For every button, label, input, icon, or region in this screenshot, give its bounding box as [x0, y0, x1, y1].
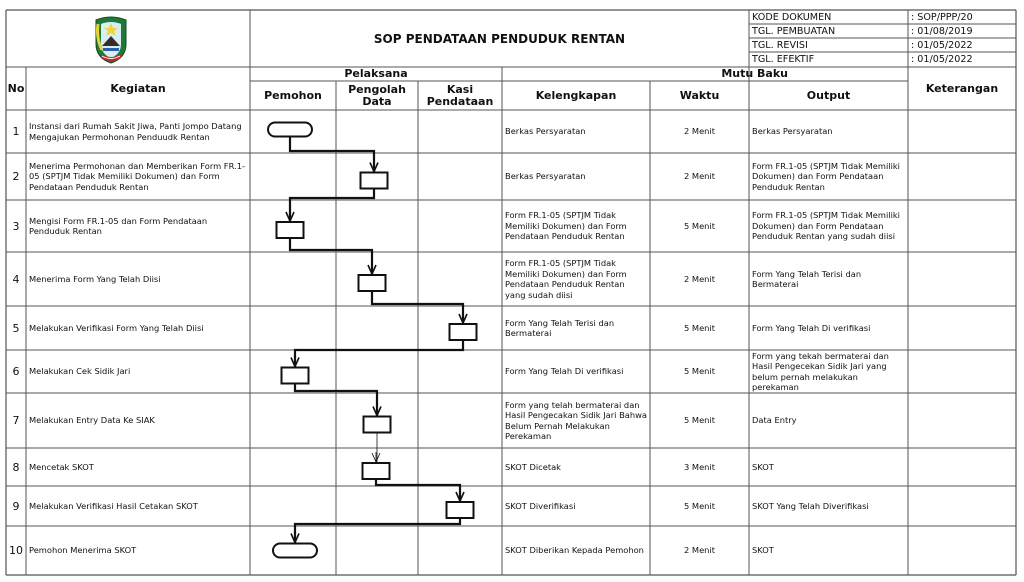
row-output: Form Yang Telah Di verifikasi — [752, 322, 871, 333]
row-output: Form Yang Telah Terisi dan Bermaterai — [752, 268, 862, 289]
row-kegiatan: Melakukan Cek Sidik Jari — [29, 366, 131, 377]
process-shape — [363, 463, 390, 479]
row-kegiatan: Melakukan Entry Data Ke SIAK — [29, 415, 155, 426]
row-output: Berkas Persyaratan — [752, 126, 833, 137]
row-output: Data Entry — [752, 415, 797, 426]
row-waktu: 5 Menit — [684, 366, 715, 377]
terminator-shape — [268, 123, 312, 137]
process-shape — [359, 275, 386, 291]
row-output: Form FR.1-05 (SPTJM Tidak Memiliki Dokumen) dan Form Pendataan Penduduk Rentan yang sudah diisi — [752, 210, 900, 242]
row-kelengkapan: Form Yang Telah Terisi dan Bermaterai — [505, 317, 615, 338]
document-title: SOP PENDATAAN PENDUDUK RENTAN — [373, 31, 626, 46]
row-kegiatan: Mencetak SKOT — [29, 461, 94, 472]
process-shape — [364, 417, 391, 433]
header-mutu-baku: Mutu Baku — [721, 67, 788, 80]
row-kelengkapan: Form Yang Telah Di verifikasi — [505, 366, 624, 377]
flow-connector — [372, 291, 463, 323]
row-kegiatan: Melakukan Verifikasi Hasil Cetakan SKOT — [29, 500, 198, 511]
row-kegiatan: Menerima Permohonan dan Memberikan Form FR.1-05 (SPTJM Tidak Memiliki Dokumen) dan Form Pendataan Penduduk Rentan — [29, 160, 245, 192]
info-value: : 01/08/2019 — [911, 25, 973, 37]
flow-connector — [295, 518, 460, 543]
header-keterangan: Keterangan — [925, 81, 999, 95]
row-number: 2 — [12, 170, 20, 183]
header-pemohon: Pemohon — [264, 88, 322, 102]
header-pelaksana: Pelaksana — [344, 67, 408, 80]
row-number: 10 — [9, 544, 23, 557]
row-kelengkapan: SKOT Diverifikasi — [505, 500, 576, 511]
flow-connector — [295, 340, 463, 367]
row-number: 6 — [12, 365, 20, 378]
process-shape — [450, 324, 477, 340]
row-kelengkapan: Berkas Persyaratan — [505, 171, 586, 182]
row-waktu: 2 Menit — [684, 273, 715, 284]
row-kelengkapan: Form FR.1-05 (SPTJM Tidak Memiliki Dokumen) dan Form Pendataan Penduduk Rentan yang sudah diisi — [505, 258, 627, 300]
flow-connector — [290, 189, 374, 222]
row-kegiatan: Mengisi Form FR.1-05 dan Form Pendataan Penduduk Rentan — [29, 215, 208, 236]
flow-connector — [290, 238, 372, 274]
row-kegiatan: Melakukan Verifikasi Form Yang Telah Diisi — [29, 322, 204, 333]
header-pengolah-data: Pengolah Data — [348, 82, 406, 108]
row-number: 3 — [12, 219, 20, 233]
row-waktu: 2 Menit — [684, 171, 715, 182]
row-output: SKOT Yang Telah Diverifikasi — [752, 500, 869, 511]
row-number: 1 — [12, 125, 20, 138]
arrowhead-icon — [368, 264, 376, 274]
info-label: TGL. PEMBUATAN — [752, 25, 836, 37]
row-number: 5 — [12, 321, 20, 335]
row-output: SKOT — [752, 461, 774, 472]
row-kelengkapan: SKOT Dicetak — [505, 461, 561, 472]
header-kasi-pendataan: Kasi Pendataan — [426, 82, 494, 108]
arrowhead-icon — [286, 211, 294, 221]
row-waktu: 5 Menit — [684, 220, 715, 231]
row-waktu: 5 Menit — [684, 500, 715, 511]
row-kelengkapan: Form yang telah bermaterai dan Hasil Pengecakan Sidik Jari Bahwa Belum Pernah Melakukan Perekaman — [505, 399, 647, 441]
arrowhead-icon — [456, 491, 464, 501]
info-value: : SOP/PPP/20 — [911, 11, 973, 23]
row-number: 9 — [12, 499, 20, 513]
row-number: 8 — [12, 460, 20, 474]
row-kelengkapan: Berkas Persyaratan — [505, 126, 586, 137]
arrowhead-icon — [459, 313, 467, 323]
process-shape — [447, 502, 474, 518]
header-kegiatan: Kegiatan — [110, 81, 166, 95]
row-waktu: 2 Menit — [684, 545, 715, 556]
info-label: TGL. EFEKTIF — [752, 54, 815, 65]
process-shape — [277, 222, 304, 238]
header-kelengkapan: Kelengkapan — [535, 88, 617, 102]
process-shape — [282, 368, 309, 384]
flow-connector — [376, 479, 460, 501]
row-waktu: 2 Menit — [684, 126, 715, 137]
row-waktu: 5 Menit — [684, 322, 715, 333]
flow-connector — [290, 137, 374, 172]
row-output: SKOT — [752, 545, 774, 556]
row-waktu: 3 Menit — [684, 461, 715, 472]
flow-connector — [295, 384, 377, 416]
terminator-shape — [273, 544, 317, 558]
arrowhead-icon — [370, 162, 378, 172]
header-waktu: Waktu — [679, 88, 720, 102]
arrowhead-icon — [291, 357, 299, 367]
row-output: Form FR.1-05 (SPTJM Tidak Memiliki Dokumen) dan Form Pendataan Penduduk Rentan — [752, 160, 900, 192]
header-no: No — [7, 81, 25, 95]
row-kelengkapan: SKOT Diberikan Kepada Pemohon — [505, 545, 644, 556]
arrowhead-icon — [372, 452, 380, 462]
row-waktu: 5 Menit — [684, 415, 715, 426]
row-output: Form yang tekah bermaterai dan Hasil Pengecekan Sidik Jari yang belum pernah melakukan perekaman — [752, 350, 889, 392]
row-kegiatan: Menerima Form Yang Telah Diisi — [29, 273, 161, 284]
row-kelengkapan: Form FR.1-05 (SPTJM Tidak Memiliki Dokumen) dan Form Pendataan Penduduk Rentan — [505, 210, 627, 242]
row-kegiatan: Instansi dari Rumah Sakit Jiwa, Panti Jompo Datang Mengajukan Permohonan Penduudk Rentan — [29, 121, 242, 142]
info-value: : 01/05/2022 — [911, 54, 973, 65]
row-number: 4 — [12, 272, 20, 286]
info-label: KODE DOKUMEN — [752, 11, 832, 23]
process-shape — [361, 173, 388, 189]
arrowhead-icon — [291, 533, 299, 543]
arrowhead-icon — [373, 406, 381, 416]
header-output: Output — [806, 88, 851, 102]
info-label: TGL. REVISI — [752, 39, 808, 51]
row-kegiatan: Pemohon Menerima SKOT — [29, 545, 137, 556]
row-number: 7 — [12, 414, 20, 427]
info-value: : 01/05/2022 — [911, 39, 973, 51]
